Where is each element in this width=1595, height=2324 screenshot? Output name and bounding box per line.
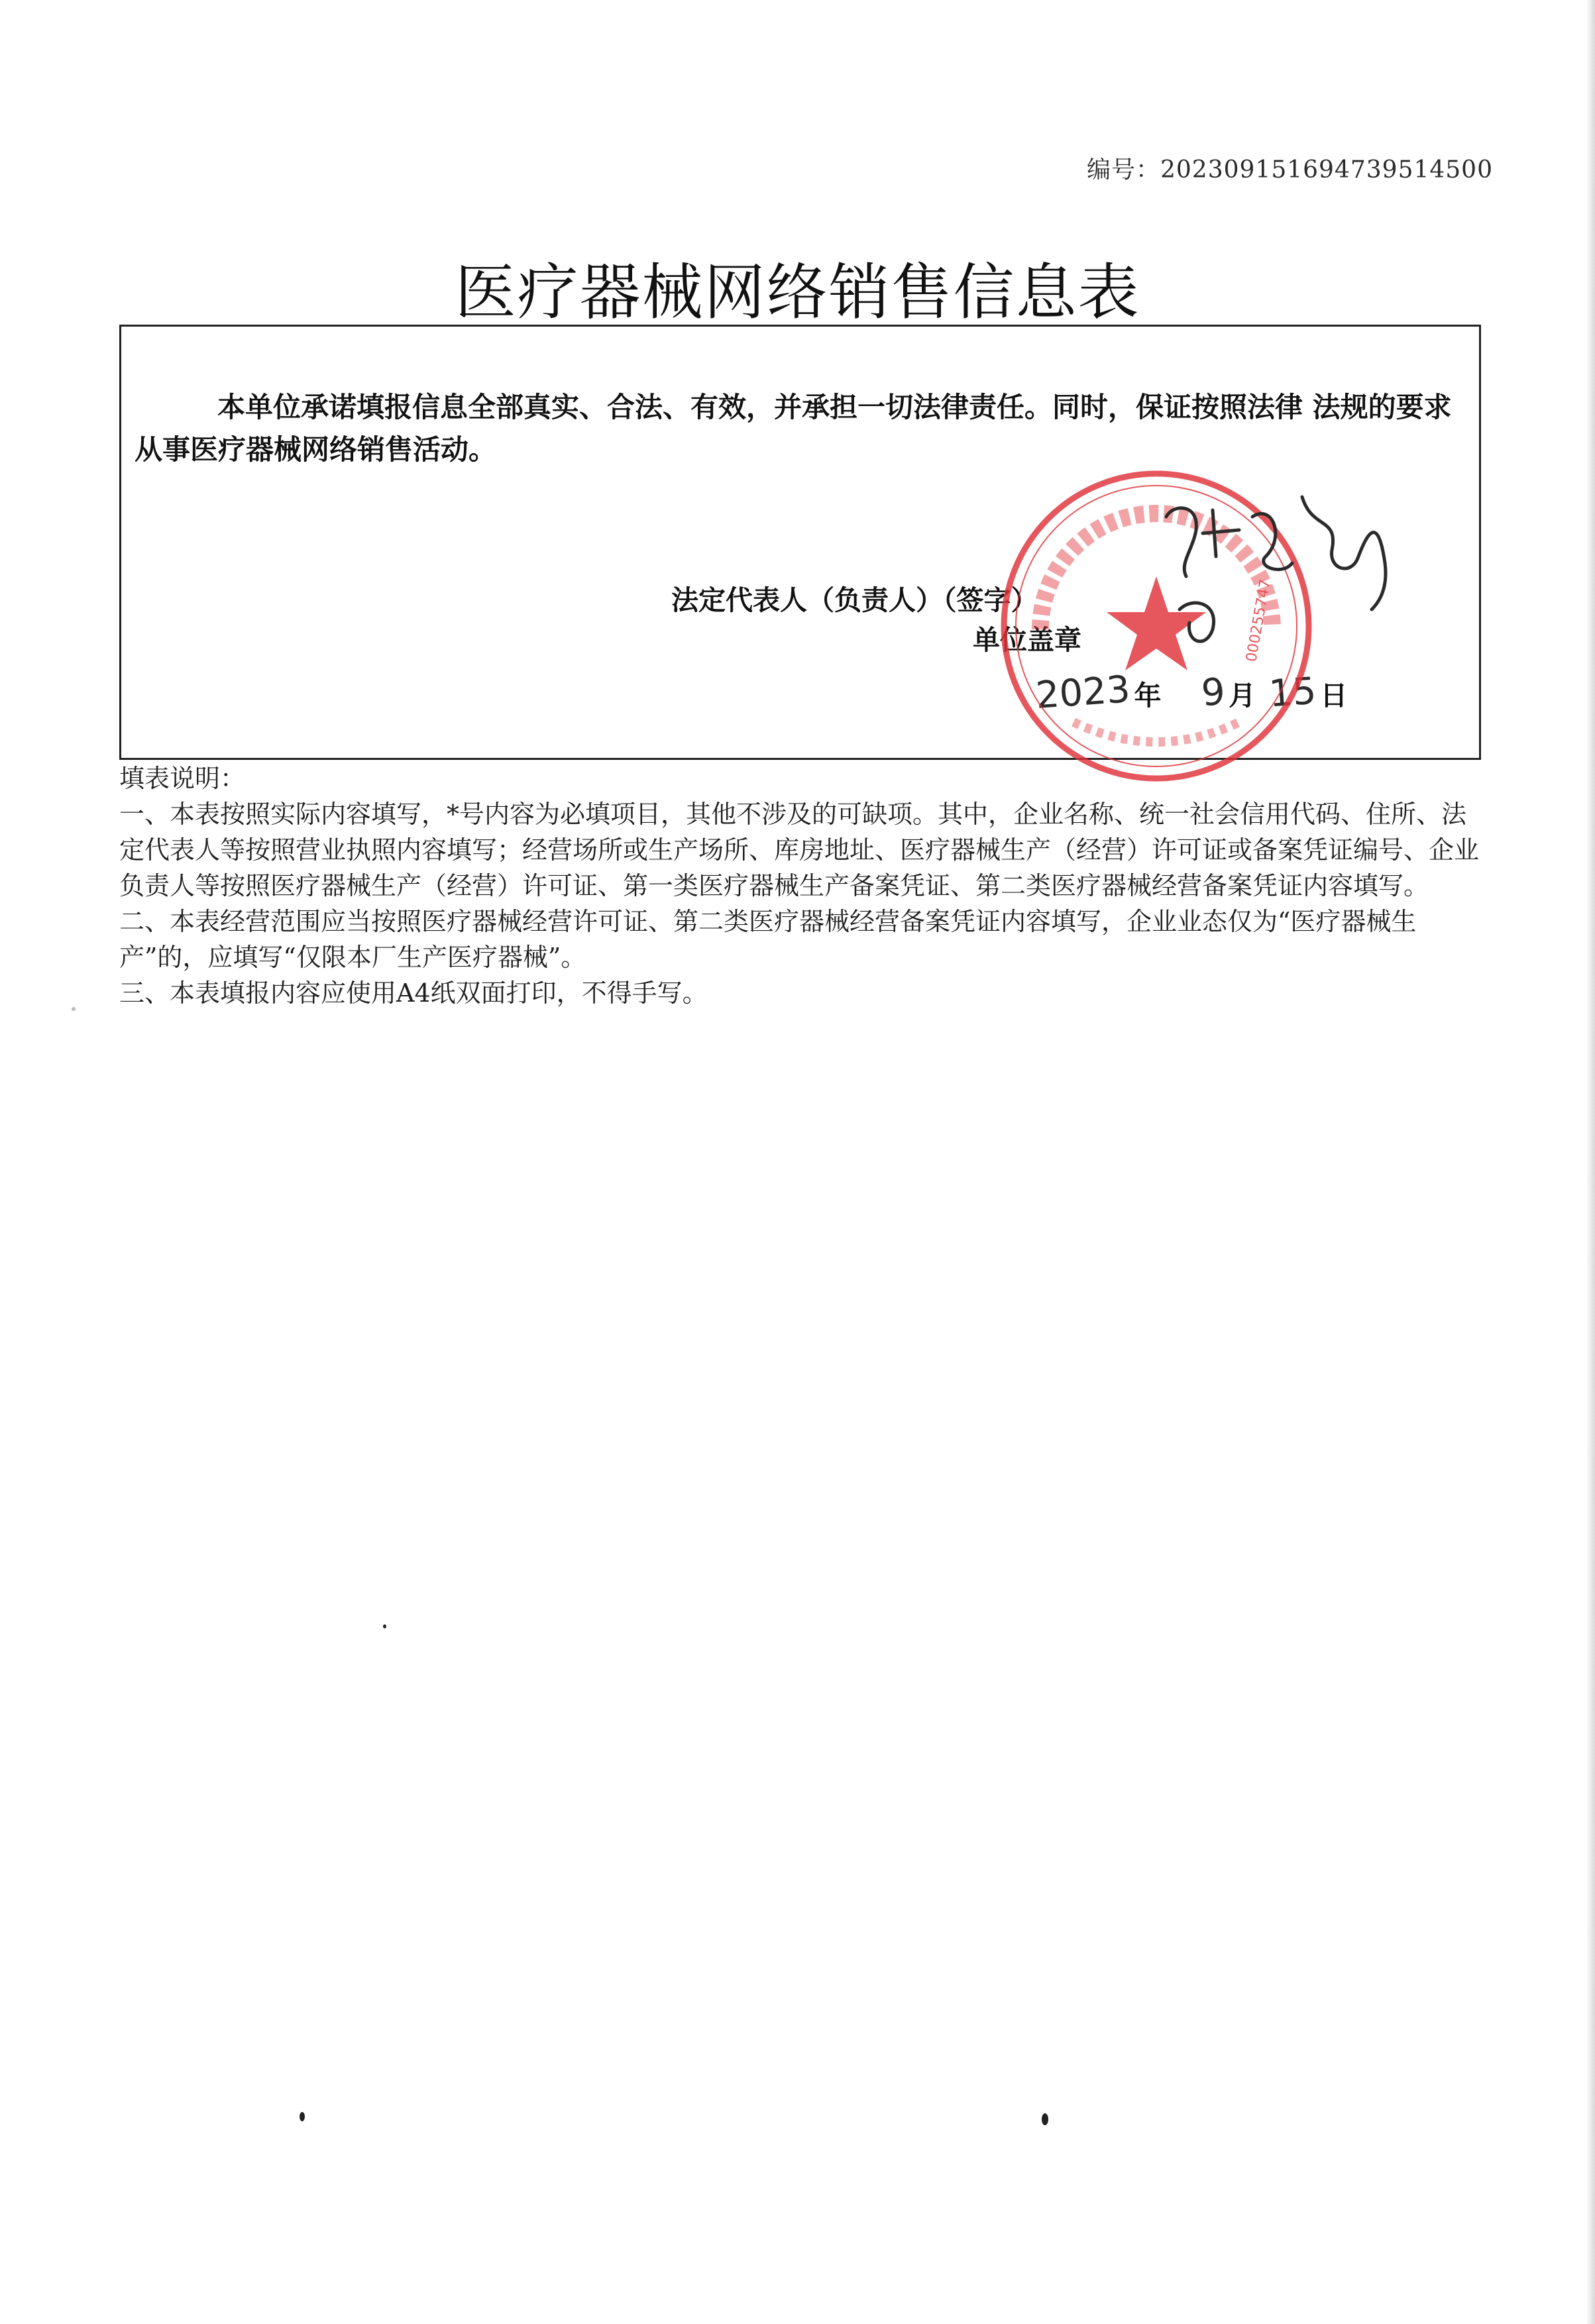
scan-speck [383, 1624, 386, 1628]
legal-representative-label: 法定代表人（负责人）（签字） [671, 584, 1038, 616]
scan-speck [1042, 2113, 1048, 2125]
instructions-heading: 填表说明： [119, 764, 246, 793]
commitment-statement: 本单位承诺填报信息全部真实、合法、有效，并承担一切法律责任。同时，保证按照法律 法规的要求从事医疗器械网络销售活动。 [135, 391, 1452, 466]
unit-seal-label: 单位盖章 [973, 624, 1081, 656]
date-month-label: 月 [1229, 680, 1256, 712]
instruction-item-2: 二、本表经营范围应当按照医疗器械经营许可证、第二类医疗器械经营备案凭证内容填写，企业业态仅为“医疗器械生产”的，应填写“仅限本厂生产医疗器械”。 [119, 907, 1417, 972]
instruction-item-1: 一、本表按照实际内容填写，*号内容为必填项目，其他不涉及的可缺项。其中，企业名称、统一社会信用代码、住所、法定代表人等按照营业执照内容填写；经营场所或生产场所、库房地址、医疗器械生产（经营）许可证或备案凭证编号、企业负责人等按照医疗器械生产（经营）许可证、第一类医疗器械生产备案凭证、第二类医疗器械经营备案凭证内容填写。 [119, 800, 1480, 900]
handwritten-signature [1140, 477, 1405, 676]
date-year-handwritten: 2023 [1034, 668, 1132, 717]
scan-speck [72, 1007, 76, 1011]
date-month-handwritten: 9 [1199, 670, 1227, 715]
document-number: 编号：20230915169473951450​0 [1087, 156, 1493, 184]
scan-edge-shadow [1586, 0, 1595, 2324]
seal-code-text: 000255747 [1243, 578, 1274, 664]
filling-instructions [119, 761, 1484, 1011]
date-year-label: 年 [1134, 680, 1162, 712]
date-day-handwritten: 15 [1267, 669, 1318, 716]
date-day-label: 日 [1320, 680, 1348, 712]
instruction-item-3: 三、本表填报内容应使用A4纸双面打印，不得手写。 [119, 978, 708, 1008]
scan-speck [300, 2112, 305, 2121]
page-title: 医疗器械网络销售信息表 [455, 257, 1140, 328]
